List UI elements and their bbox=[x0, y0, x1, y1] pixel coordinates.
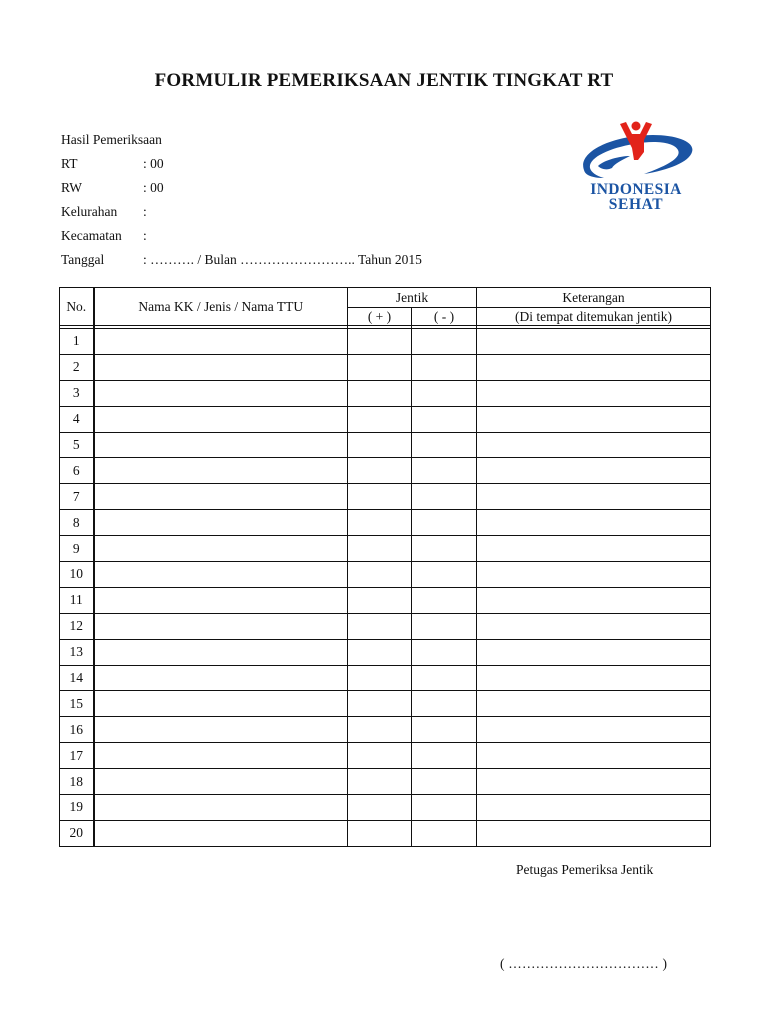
keterangan-cell[interactable] bbox=[477, 691, 711, 717]
jentik-minus-cell[interactable] bbox=[412, 795, 477, 821]
jentik-minus-cell[interactable] bbox=[412, 639, 477, 665]
jentik-plus-cell[interactable] bbox=[348, 510, 412, 536]
info-label: Kelurahan bbox=[61, 204, 118, 219]
info-section bbox=[61, 131, 422, 275]
jentik-minus-cell[interactable] bbox=[412, 691, 477, 717]
row-number: 14 bbox=[60, 665, 94, 691]
table-row bbox=[60, 354, 711, 380]
keterangan-cell[interactable] bbox=[477, 717, 711, 743]
jentik-plus-cell[interactable] bbox=[348, 329, 412, 355]
row-number: 5 bbox=[60, 432, 94, 458]
jentik-plus-cell[interactable] bbox=[348, 380, 412, 406]
name-cell[interactable] bbox=[94, 406, 348, 432]
keterangan-cell[interactable] bbox=[477, 665, 711, 691]
table-row bbox=[60, 458, 711, 484]
keterangan-cell[interactable] bbox=[477, 510, 711, 536]
table-row bbox=[60, 536, 711, 562]
table-row bbox=[60, 743, 711, 769]
row-number: 7 bbox=[60, 484, 94, 510]
row-number: 9 bbox=[60, 536, 94, 562]
info-header: Hasil Pemeriksaan bbox=[61, 132, 162, 147]
info-value: : bbox=[143, 228, 147, 243]
jentik-plus-cell[interactable] bbox=[348, 406, 412, 432]
jentik-plus-cell[interactable] bbox=[348, 820, 412, 846]
jentik-minus-cell[interactable] bbox=[412, 536, 477, 562]
name-cell[interactable] bbox=[94, 795, 348, 821]
name-cell[interactable] bbox=[94, 458, 348, 484]
inspection-table bbox=[59, 287, 711, 847]
jentik-minus-cell[interactable] bbox=[412, 432, 477, 458]
info-row-kecamatan bbox=[61, 227, 422, 251]
table-row bbox=[60, 406, 711, 432]
table-row bbox=[60, 329, 711, 355]
jentik-minus-cell[interactable] bbox=[412, 562, 477, 588]
row-number: 4 bbox=[60, 406, 94, 432]
keterangan-cell[interactable] bbox=[477, 769, 711, 795]
jentik-minus-cell[interactable] bbox=[412, 769, 477, 795]
jentik-minus-cell[interactable] bbox=[412, 329, 477, 355]
keterangan-cell[interactable] bbox=[477, 743, 711, 769]
jentik-plus-cell[interactable] bbox=[348, 639, 412, 665]
name-cell[interactable] bbox=[94, 639, 348, 665]
row-number: 17 bbox=[60, 743, 94, 769]
jentik-plus-cell[interactable] bbox=[348, 691, 412, 717]
table-row bbox=[60, 691, 711, 717]
name-cell[interactable] bbox=[94, 769, 348, 795]
info-row-rw bbox=[61, 179, 422, 203]
table-row bbox=[60, 795, 711, 821]
jentik-minus-cell[interactable] bbox=[412, 613, 477, 639]
row-number: 8 bbox=[60, 510, 94, 536]
header-jentik: Jentik bbox=[348, 288, 477, 308]
table-row bbox=[60, 613, 711, 639]
row-number: 20 bbox=[60, 820, 94, 846]
keterangan-cell[interactable] bbox=[477, 639, 711, 665]
keterangan-cell[interactable] bbox=[477, 458, 711, 484]
name-cell[interactable] bbox=[94, 329, 348, 355]
jentik-minus-cell[interactable] bbox=[412, 458, 477, 484]
jentik-plus-cell[interactable] bbox=[348, 484, 412, 510]
jentik-plus-cell[interactable] bbox=[348, 587, 412, 613]
table-body bbox=[60, 329, 711, 847]
row-number: 2 bbox=[60, 354, 94, 380]
jentik-minus-cell[interactable] bbox=[412, 484, 477, 510]
table-row bbox=[60, 510, 711, 536]
keterangan-cell[interactable] bbox=[477, 562, 711, 588]
row-number: 3 bbox=[60, 380, 94, 406]
keterangan-cell[interactable] bbox=[477, 354, 711, 380]
table-header-row bbox=[60, 288, 711, 308]
row-number: 16 bbox=[60, 717, 94, 743]
header-plus: ( + ) bbox=[348, 308, 412, 326]
header-keterangan: Keterangan bbox=[477, 288, 711, 308]
jentik-plus-cell[interactable] bbox=[348, 432, 412, 458]
table-row bbox=[60, 380, 711, 406]
info-value: : bbox=[143, 204, 147, 219]
keterangan-cell[interactable] bbox=[477, 484, 711, 510]
signature-line[interactable]: ( …………………………… ) bbox=[500, 956, 668, 971]
row-number: 11 bbox=[60, 587, 94, 613]
keterangan-cell[interactable] bbox=[477, 329, 711, 355]
name-cell[interactable] bbox=[94, 536, 348, 562]
table-row bbox=[60, 769, 711, 795]
jentik-minus-cell[interactable] bbox=[412, 587, 477, 613]
name-cell[interactable] bbox=[94, 562, 348, 588]
table-row bbox=[60, 484, 711, 510]
jentik-plus-cell[interactable] bbox=[348, 743, 412, 769]
name-cell[interactable] bbox=[94, 717, 348, 743]
jentik-minus-cell[interactable] bbox=[412, 510, 477, 536]
keterangan-cell[interactable] bbox=[477, 820, 711, 846]
info-row-tanggal bbox=[61, 251, 422, 275]
jentik-minus-cell[interactable] bbox=[412, 406, 477, 432]
name-cell[interactable] bbox=[94, 354, 348, 380]
name-cell[interactable] bbox=[94, 820, 348, 846]
jentik-plus-cell[interactable] bbox=[348, 354, 412, 380]
header-minus: ( - ) bbox=[412, 308, 477, 326]
info-label: RW bbox=[61, 180, 83, 195]
row-number: 18 bbox=[60, 769, 94, 795]
header-no: No. bbox=[60, 288, 94, 326]
keterangan-cell[interactable] bbox=[477, 380, 711, 406]
table-row bbox=[60, 820, 711, 846]
header-keterangan-sub: (Di tempat ditemukan jentik) bbox=[477, 308, 711, 326]
jentik-plus-cell[interactable] bbox=[348, 795, 412, 821]
jentik-plus-cell[interactable] bbox=[348, 613, 412, 639]
name-cell[interactable] bbox=[94, 613, 348, 639]
jentik-minus-cell[interactable] bbox=[412, 380, 477, 406]
jentik-plus-cell[interactable] bbox=[348, 458, 412, 484]
info-value: : ………. / Bulan …………………….. Tahun 2015 bbox=[143, 252, 422, 267]
row-number: 6 bbox=[60, 458, 94, 484]
name-cell[interactable] bbox=[94, 380, 348, 406]
indonesia-sehat-logo bbox=[574, 118, 698, 218]
logo-text-line2: SEHAT bbox=[608, 196, 664, 213]
header-name: Nama KK / Jenis / Nama TTU bbox=[94, 288, 348, 326]
signature-label: Petugas Pemeriksa Jentik bbox=[516, 862, 654, 877]
row-number: 13 bbox=[60, 639, 94, 665]
name-cell[interactable] bbox=[94, 432, 348, 458]
jentik-plus-cell[interactable] bbox=[348, 562, 412, 588]
jentik-minus-cell[interactable] bbox=[412, 665, 477, 691]
name-cell[interactable] bbox=[94, 484, 348, 510]
table-row bbox=[60, 562, 711, 588]
jentik-plus-cell[interactable] bbox=[348, 769, 412, 795]
keterangan-cell[interactable] bbox=[477, 536, 711, 562]
info-row-kelurahan bbox=[61, 203, 422, 227]
keterangan-cell[interactable] bbox=[477, 406, 711, 432]
table-row bbox=[60, 717, 711, 743]
info-value: : 00 bbox=[143, 156, 164, 171]
jentik-plus-cell[interactable] bbox=[348, 665, 412, 691]
page-title: FORMULIR PEMERIKSAAN JENTIK TINGKAT RT bbox=[154, 70, 614, 91]
jentik-plus-cell[interactable] bbox=[348, 536, 412, 562]
info-label: Tanggal bbox=[61, 252, 105, 267]
info-row-rt bbox=[61, 155, 422, 179]
row-number: 1 bbox=[60, 329, 94, 355]
table-row bbox=[60, 432, 711, 458]
name-cell[interactable] bbox=[94, 510, 348, 536]
name-cell[interactable] bbox=[94, 587, 348, 613]
row-number: 19 bbox=[60, 795, 94, 821]
row-number: 12 bbox=[60, 613, 94, 639]
name-cell[interactable] bbox=[94, 665, 348, 691]
logo-text-line1: INDONESIA bbox=[590, 181, 682, 198]
keterangan-cell[interactable] bbox=[477, 613, 711, 639]
jentik-minus-cell[interactable] bbox=[412, 717, 477, 743]
keterangan-cell[interactable] bbox=[477, 587, 711, 613]
info-value: : 00 bbox=[143, 180, 164, 195]
table-row bbox=[60, 639, 711, 665]
keterangan-cell[interactable] bbox=[477, 432, 711, 458]
jentik-plus-cell[interactable] bbox=[348, 717, 412, 743]
row-number: 15 bbox=[60, 691, 94, 717]
jentik-minus-cell[interactable] bbox=[412, 354, 477, 380]
info-label: RT bbox=[61, 156, 78, 171]
keterangan-cell[interactable] bbox=[477, 795, 711, 821]
info-label: Kecamatan bbox=[61, 228, 122, 243]
name-cell[interactable] bbox=[94, 743, 348, 769]
name-cell[interactable] bbox=[94, 691, 348, 717]
table-row bbox=[60, 665, 711, 691]
row-number: 10 bbox=[60, 562, 94, 588]
jentik-minus-cell[interactable] bbox=[412, 743, 477, 769]
table-row bbox=[60, 587, 711, 613]
jentik-minus-cell[interactable] bbox=[412, 820, 477, 846]
